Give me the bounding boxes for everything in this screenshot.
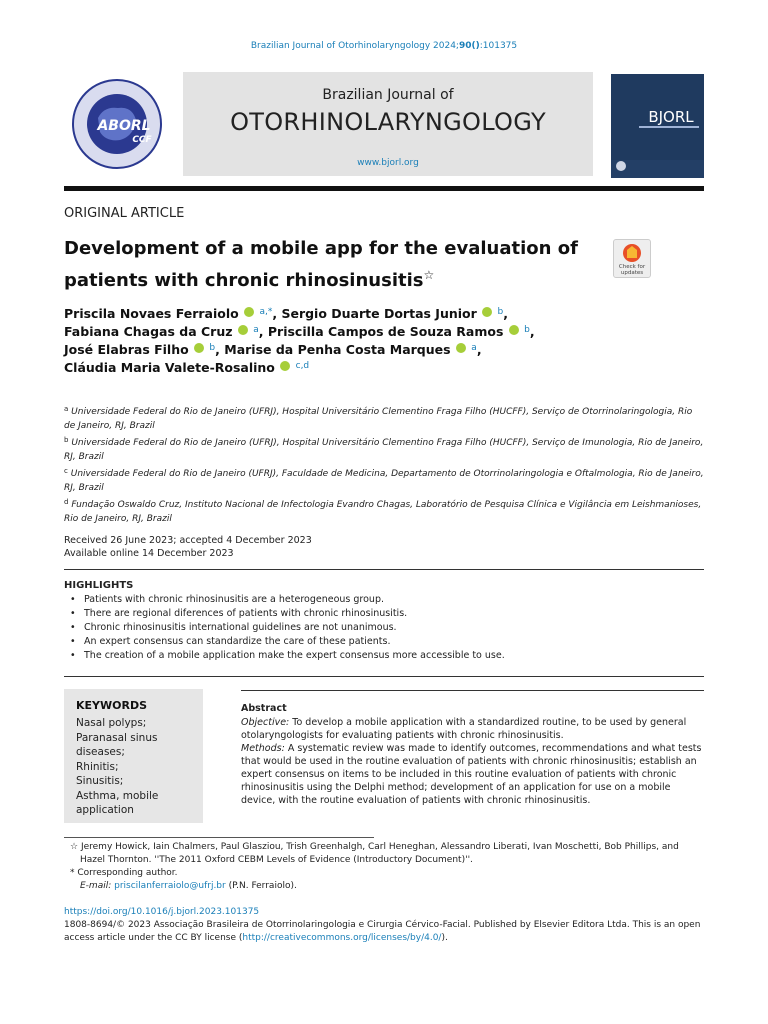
logo-subtext: CCF [132, 135, 152, 145]
masthead-subtitle: Brazilian Journal of [322, 87, 454, 103]
abstract-heading: Abstract [241, 703, 287, 714]
author-separator: , [215, 342, 225, 357]
abstract-objective [241, 716, 704, 742]
available-online-date: Available online 14 December 2023 [64, 548, 234, 559]
author-affiliation-ref[interactable]: c,d [295, 361, 310, 371]
orcid-icon[interactable] [194, 343, 204, 353]
author-list [64, 304, 704, 376]
objective-label: Objective: [241, 717, 290, 728]
crossmark-line-2: updates [620, 270, 644, 276]
orcid-icon[interactable] [509, 325, 519, 335]
affiliation-key: a [64, 405, 69, 413]
masthead-title: OTORHINOLARYNGOLOGY [230, 108, 546, 136]
footnote-rule [64, 837, 374, 838]
license-text: 1808-8694/© 2023 Associação Brasileira de Otorrinolaringologia e Cirurgia Cérvico-Facial. Published by Elsevier Editora Ltda. This is an open access article under the CC BY license ( [64, 920, 701, 943]
author-name: Cláudia Maria Valete-Rosalino [64, 360, 275, 375]
title-footnote [64, 841, 704, 867]
affiliation-item [64, 433, 704, 464]
journal-reference-suffix: :101375 [479, 41, 518, 51]
highlight-item: • There are regional diferences of patients with chronic rhinosinusitis. [64, 607, 704, 621]
license-link[interactable]: http://creativecommons.org/licenses/by/4.0/ [242, 933, 442, 943]
orcid-icon[interactable] [280, 361, 290, 371]
author-name: Fabiana Chagas da Cruz [64, 324, 233, 339]
article-footer [64, 906, 704, 945]
author-email-link[interactable]: priscilanferraiolo@ufrj.br [114, 881, 226, 891]
affiliation-key: d [64, 498, 69, 506]
orcid-icon[interactable] [244, 307, 254, 317]
objective-text: To develop a mobile application with a standardized routine, to be used by general otolaryngologists for evaluating patients with chronic rhinosinusitis. [241, 717, 687, 741]
logo-text: ABORL [97, 118, 151, 134]
highlight-item: • Patients with chronic rhinosinusitis are a heterogeneous group. [64, 593, 704, 607]
keyword: diseases; [76, 746, 125, 758]
author-affiliation-ref[interactable]: a,* [259, 307, 273, 317]
footnote-star-text: Jeremy Howick, Iain Chalmers, Paul Glasziou, Trish Greenhalgh, Carl Heneghan, Alessandro Liberati, Ivan Moschetti, Bob Phillips, and Hazel Thornton. ''The 2011 Oxford CEBM Levels of Evidence (Introductory Document)''. [80, 842, 679, 865]
journal-reference[interactable] [0, 41, 768, 51]
author-separator: , [503, 306, 508, 321]
author-separator: , [529, 324, 535, 339]
author-separator: , [258, 324, 268, 339]
affiliation-item [64, 402, 704, 433]
affiliation-text: Universidade Federal do Rio de Janeiro (UFRJ), Faculdade de Medicina, Departamento de Otorrinolaringologia e Oftalmologia, Rio de Janeiro, RJ, Brazil [64, 469, 704, 493]
highlight-item: • Chronic rhinosinusitis international guidelines are not unanimous. [64, 621, 704, 635]
highlight-item: • The creation of a mobile application make the expert consensus more accessible to use. [64, 649, 704, 663]
methods-label: Methods: [241, 743, 285, 754]
orcid-icon[interactable] [456, 343, 466, 353]
article-title [64, 236, 584, 294]
keywords-box [64, 689, 203, 823]
footnote-star: ☆ [70, 842, 79, 852]
corresponding-author-note [64, 867, 704, 880]
abstract-section [241, 702, 704, 807]
crossmark-line-1: Check for [618, 264, 646, 270]
footnote-asterisk: * [70, 868, 75, 878]
highlights-rule [64, 569, 704, 570]
author-separator: , [272, 306, 282, 321]
doi-link[interactable]: https://doi.org/10.1016/j.bjorl.2023.101375 [64, 907, 260, 917]
author-affiliation-ref[interactable]: b [209, 343, 216, 353]
keywords-heading: KEYWORDS [76, 699, 148, 712]
affiliation-key: b [64, 436, 69, 444]
highlights-end-rule [64, 676, 704, 677]
cover-title: BJORL [648, 108, 694, 126]
license-suffix: ). [441, 933, 448, 943]
received-accepted-date: Received 26 June 2023; accepted 4 December 2023 [64, 535, 312, 546]
highlight-item: • An expert consensus can standardize the care of these patients. [64, 635, 704, 649]
keyword: application [76, 804, 134, 816]
abstract-rule [241, 690, 704, 691]
highlights-section [64, 580, 704, 663]
author-affiliation-ref[interactable]: b [524, 325, 530, 335]
author-name: Sergio Duarte Dortas Junior [281, 306, 477, 321]
affiliation-text: Universidade Federal do Rio de Janeiro (UFRJ), Hospital Universitário Clementino Fraga Filho (HUCFF), Serviço de Otorrinolaringologia, Rio de Janeiro, RJ, Brazil [64, 407, 693, 431]
article-type: ORIGINAL ARTICLE [64, 206, 185, 221]
keyword: Rhinitis; [76, 760, 119, 773]
journal-reference-prefix: Brazilian Journal of Otorhinolaryngology 2024; [250, 41, 459, 51]
orcid-icon[interactable] [238, 325, 248, 335]
author-affiliation-ref[interactable]: a [471, 343, 477, 353]
journal-reference-volume: 90() [458, 41, 480, 51]
author-name: Priscila Novaes Ferraiolo [64, 306, 239, 321]
email-suffix: (P.N. Ferraiolo). [228, 881, 297, 891]
author-separator: , [476, 342, 482, 357]
footnotes [64, 841, 704, 893]
affiliation-key: c [64, 467, 68, 475]
keyword: Asthma, mobile [76, 789, 159, 802]
highlights-heading: HIGHLIGHTS [64, 580, 134, 591]
affiliation-item [64, 495, 704, 526]
article-title-line-2: patients with chronic rhinosinusitis [64, 270, 424, 291]
abstract-methods [241, 742, 704, 807]
header-rule [64, 186, 704, 191]
journal-cover-thumbnail [611, 60, 704, 178]
corresponding-author-text: Corresponding author. [77, 868, 178, 878]
journal-website-link[interactable]: www.bjorl.org [357, 158, 419, 168]
title-footnote-star[interactable]: ☆ [423, 268, 435, 282]
article-title-line-1: Development of a mobile app for the evaluation of [64, 238, 578, 259]
check-for-updates-button[interactable] [613, 239, 651, 278]
license-statement [64, 919, 704, 945]
affiliation-text: Fundação Oswaldo Cruz, Instituto Nacional de Infectologia Evandro Chagas, Laboratório de Pesquisa Clínica e Vigilância em Leishmanioses, Rio de Janeiro, RJ, Brazil [64, 500, 702, 524]
methods-text: A systematic review was made to identify outcomes, recommendations and what tests that would be used in the routine evaluation of patients with chronic rhinosinusitis; establish an expert consensus on items to be included in this routine evaluation of patients with chronic rhinosinusitis using the Delphi method; development of an application for use on a mobile device, with the routine evaluation of patients with chronic rhinosinusitis. [241, 743, 702, 806]
affiliation-item [64, 464, 704, 495]
author-affiliation-ref[interactable]: a [253, 325, 259, 335]
author-affiliation-ref[interactable]: b [497, 307, 504, 317]
keyword: Paranasal sinus [76, 731, 158, 744]
orcid-icon[interactable] [482, 307, 492, 317]
journal-masthead [183, 72, 593, 176]
keyword: Sinusitis; [76, 775, 124, 787]
keyword: Nasal polyps; [76, 717, 147, 729]
author-name: Marise da Penha Costa Marques [224, 342, 451, 357]
affiliation-text: Universidade Federal do Rio de Janeiro (UFRJ), Hospital Universitário Clementino Fraga Filho (HUCFF), Serviço de Imunologia, Rio de Janeiro, RJ, Brazil [64, 438, 704, 462]
author-name: José Elabras Filho [64, 342, 189, 357]
author-email-line [64, 880, 704, 893]
article-dates [64, 534, 704, 560]
affiliations [64, 402, 704, 526]
aborl-logo [64, 78, 170, 170]
author-name: Priscilla Campos de Souza Ramos [267, 324, 504, 339]
email-label: E-mail: [80, 881, 112, 891]
